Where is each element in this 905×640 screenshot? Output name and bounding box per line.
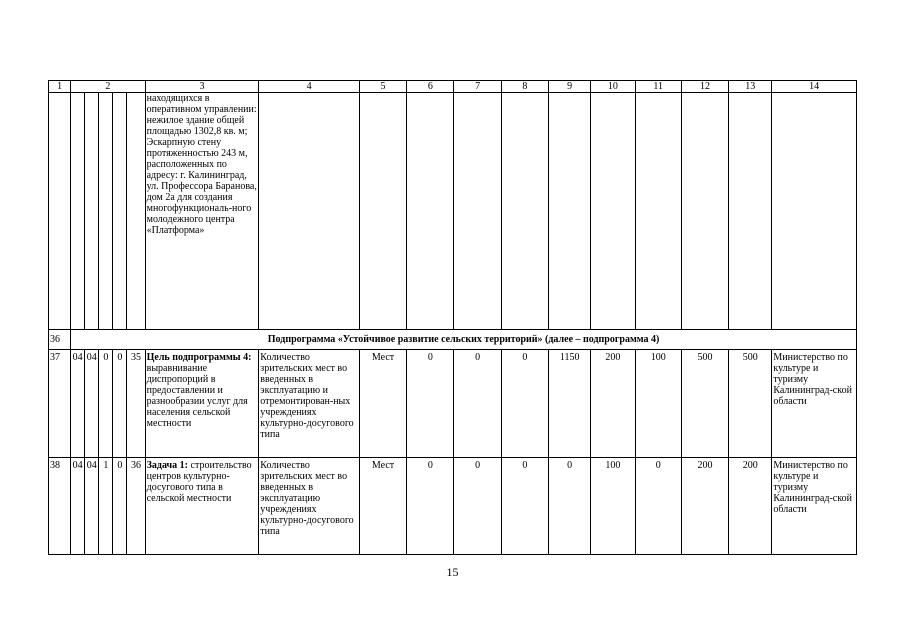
value-cell: 100 [635,350,681,458]
header-col-2: 2 [71,81,145,93]
goal-text: выравнивание диспропорций в предоставлении и разнообразии услуг для населения сельской местности [146,363,248,429]
page-number: 15 [446,565,459,579]
code-cell: 04 [71,350,85,458]
value-cell: 0 [635,458,681,555]
goal-label: Цель подпрограммы 4: [146,352,252,363]
table-row-38 [49,458,857,555]
subprogram-row [49,330,857,350]
value-cell: 500 [729,350,772,458]
header-col-7: 7 [454,81,501,93]
unit-cell: Мест [359,458,406,555]
value-cell: 0 [501,458,548,555]
header-col-14: 14 [772,81,857,93]
indicator-text: Количество зрительских мест во введенных в эксплуатацию учреждениях культурно-досугового типа [259,458,360,555]
header-col-5: 5 [359,81,406,93]
table-row-continuation [49,93,857,330]
value-cell: 0 [407,350,454,458]
subprogram-number: 36 [49,330,71,350]
header-col-10: 10 [591,81,635,93]
code-cell: 0 [113,458,127,555]
header-col-6: 6 [407,81,454,93]
header-col-12: 12 [681,81,728,93]
header-col-13: 13 [729,81,772,93]
value-cell: 0 [454,458,501,555]
goal-name [145,350,259,458]
code-cell: 04 [85,458,99,555]
header-col-9: 9 [549,81,591,93]
task-text: строительство центров культурно-досугового типа в сельской местности [146,460,252,504]
value-cell: 0 [549,458,591,555]
value-cell: 100 [591,458,635,555]
header-row [49,81,857,93]
responsible-cell: Министерство по культуре и туризму Калининград-ской области [772,458,857,555]
header-col-4: 4 [259,81,360,93]
header-col-3: 3 [145,81,259,93]
code-cell: 1 [99,458,113,555]
header-col-11: 11 [635,81,681,93]
task-name [145,458,259,555]
continuation-text: находящихся в оперативном управлении: нежилое здание общей площадью 1302,8 кв. м; Эскарпную стену протяженностью 243 м, расположенных по адресу: г. Калининград, ул. Профессора Баранова, дом 2а для создания многофункциональ-ного молодежного центра «Платформа» [145,93,259,330]
responsible-cell: Министерство по культуре и туризму Калининград-ской области [772,350,857,458]
code-cell: 35 [127,350,145,458]
subprogram-title: Подпрограмма «Устойчивое развитие сельских территорий» (далее – подпрограмма 4) [71,330,857,350]
value-cell: 200 [591,350,635,458]
row-number: 38 [49,458,71,555]
value-cell: 1150 [549,350,591,458]
indicator-text: Количество зрительских мест во введенных в эксплуатацию и отремонтирован-ных учреждениях культурно-досугового типа [259,350,360,458]
value-cell: 200 [729,458,772,555]
code-cell: 0 [113,350,127,458]
value-cell: 0 [407,458,454,555]
value-cell: 200 [681,458,728,555]
value-cell: 500 [681,350,728,458]
program-table [48,80,857,555]
code-cell: 04 [71,458,85,555]
row-number: 37 [49,350,71,458]
value-cell: 0 [501,350,548,458]
code-cell: 36 [127,458,145,555]
value-cell: 0 [454,350,501,458]
code-cell: 0 [99,350,113,458]
task-label: Задача 1: [146,460,189,471]
code-cell: 04 [85,350,99,458]
table-row-37 [49,350,857,458]
header-col-8: 8 [501,81,548,93]
unit-cell: Мест [359,350,406,458]
header-col-1: 1 [49,81,71,93]
